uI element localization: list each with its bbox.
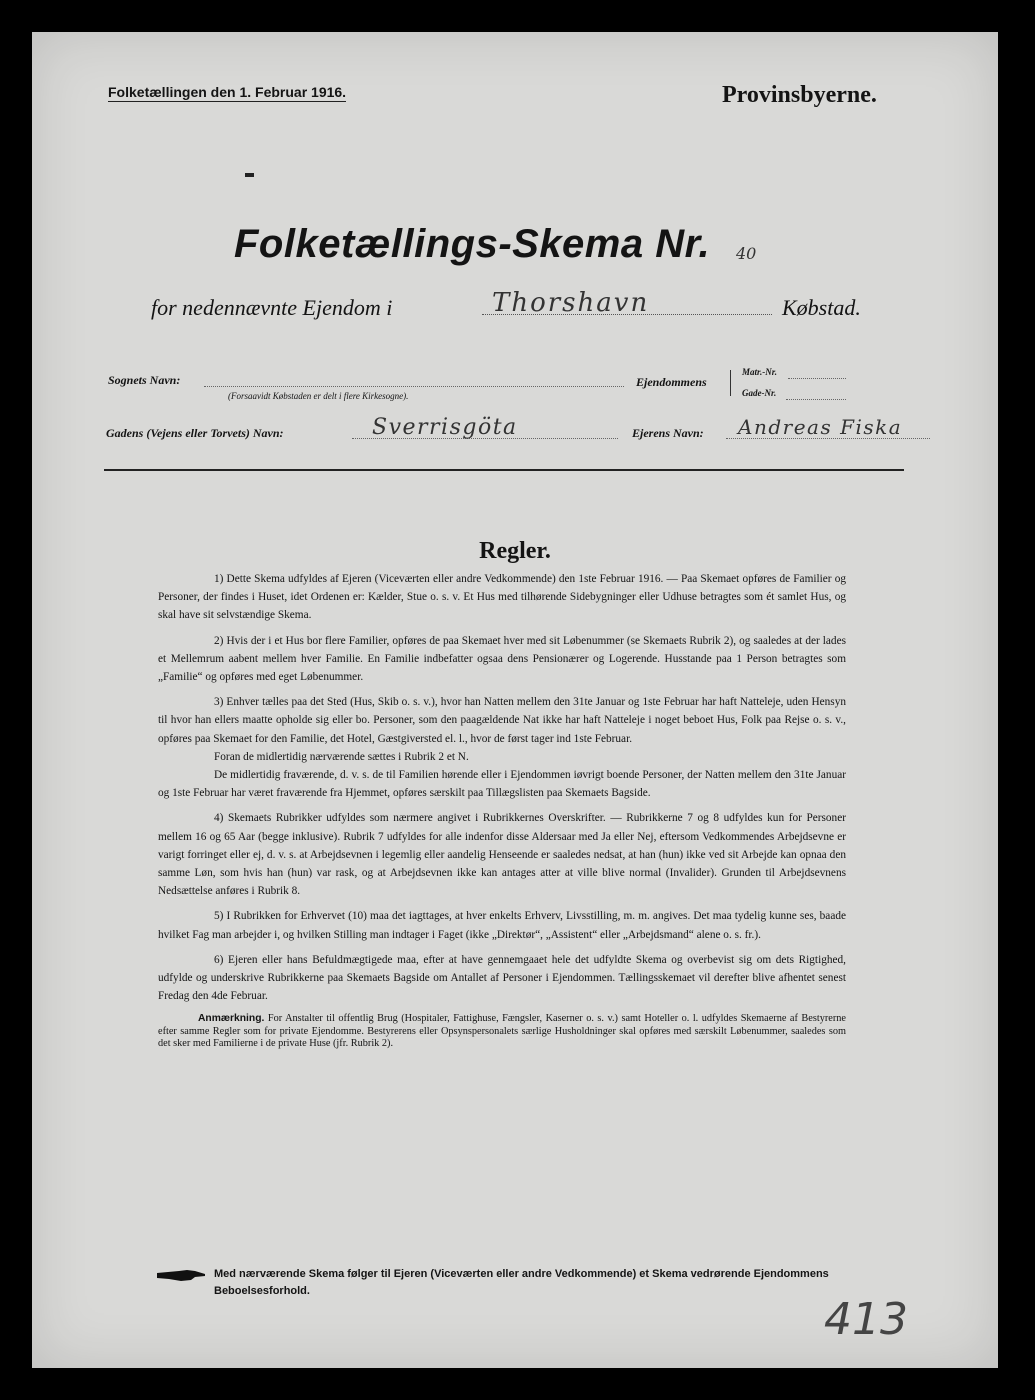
rule-paragraph-3c: De midlertidig fraværende, d. v. s. de til Familien hørende eller i Ejendommen iøvrigt boende Personer, der Natten mellem den 31te Januar og 1ste Februar har været fraværende fra Hjemmet, opføres særskilt paa Tillægslisten paa Skemaets Bagside. [158, 769, 846, 800]
brace-mark [730, 370, 732, 396]
rule-paragraph-6: 6) Ejeren eller hans Befuldmægtigede maa, efter at have gennemgaaet hele det udfyldte Skema og overbevist sig om dets Rigtighed, udfylde og underskrive Rubrikkerne paa Skemaets Bagside om Antallet af Personer i Ejendommen. Tællingsskemaet vil derefter blive afhentet senest Fredag den 4de Februar. [158, 953, 846, 1003]
ejendom-line-prefix: for nedennævnte Ejendom i [151, 295, 393, 320]
section-divider [104, 469, 904, 471]
census-date-header: Folketællingen den 1. Februar 1916. [108, 84, 347, 100]
footer-text: Med nærværende Skema følger til Ejeren (Viceværten eller andre Vedkommende) et Skema vedrørende Ejendommens Beboelsesforhold. [214, 1268, 829, 1297]
rule-paragraph-4: 4) Skemaets Rubrikker udfyldes som nærmere angivet i Rubrikkernes Overskrifter. — Rubrikkerne 7 og 8 udfyldes kun for Personer mellem 16 og 65 Aar (begge inklusive). Rubrik 7 udfyldes for alle indenfor disse Aldersaar med Ja eller Nej, eftersom Vedkommendes Arbejdsevne er varigt forringet eller ej, d. v. s. at Arbejdsevnen i legemlig eller aandelig Henseende er saaledes nedsat, at han (hun) ikke ved sit Arbejde kan opnaa den samme Løn, som hvis han (hun) var rask, og at Arbejdsevnen ikke kan antages atter at ville blive normal (Invalider). Grunden til Arbejdsevnens Nedsættelse anføres i Rubrik 8. [158, 812, 846, 898]
footer-notice [157, 1266, 847, 1300]
rule-paragraph-3: 3) Enhver tælles paa det Sted (Hus, Skib o. s. v.), hvor han Natten mellem den 31te Januar og 1ste Februar har haft Natteleje, uden Hensyn til hvor han ellers maatte opholde sig eller bo. Personer, som den paagældende Nat ikke har haft Natteleje i noget beboet Hus, Folk paa Rejse o. s. v., opføres paa Skemaet for den Familie, det Hotel, Gæstgiversted el. l., hvor de først tager ind 1ste Februar. [158, 696, 846, 745]
ejerens-navn-label: Ejerens Navn: [632, 426, 704, 440]
form-title: Folketællings-Skema Nr. [234, 222, 711, 266]
anmaerkning-text: For Anstalter til offentlig Brug (Hospitaler, Fattighuse, Fængsler, Kaserner o. s. v.) samt Hoteller o. l. udfyldes Skemaerne af Bestyrerne efter samme Regler som for private Ejendomme. Bestyrerens eller Opsynspersonalets særlige Husholdninger skal opføres med særskilt Løbenummer, saaledes som det sker med Familierne i de private Huse (jfr. Rubrik 2). [158, 1013, 847, 1049]
sognets-navn-note: (Forsaavidt Købstaden er delt i flere Kirkesogne). [228, 391, 409, 401]
rule-paragraph-3b: Foran de midlertidig nærværende sættes i Rubrik 2 et N. [214, 750, 469, 763]
rule-paragraph-2: 2) Hvis der i et Hus bor flere Familier, opføres de paa Skemaet hver med sit Løbenummer (se Skemaets Rubrik 2), og saaledes at der lades et Mellemrum aabent mellem hver Familie. En Familie indbefatter ogsaa dens Pensionærer og Logerende. Husstande paa 1 Person betragtes som „Familie“ og opføres med eget Løbenummer. [158, 634, 846, 684]
anmaerkning-label: Anmærkning. [198, 1013, 265, 1025]
dash-mark [245, 173, 254, 177]
gade-nr-label: Gade-Nr. [742, 388, 777, 398]
gadens-navn-value[interactable]: Sverrisgöta [372, 415, 518, 440]
matr-nr-label: Matr.-Nr. [742, 367, 778, 377]
anmaerkning-note [158, 1013, 846, 1050]
form-number: 40 [736, 244, 757, 263]
kobstad-label: Købstad. [782, 295, 861, 320]
ejerens-navn-value[interactable]: Andreas Fiska [738, 415, 903, 439]
provinsbyerne-header: Provinsbyerne. [722, 82, 877, 108]
gadens-navn-label: Gadens (Vejens eller Torvets) Navn: [106, 426, 284, 440]
regler-body [158, 570, 846, 1057]
pointing-hand-icon [157, 1268, 207, 1282]
census-form-sheet [32, 32, 998, 1368]
rule-paragraph-1: 1) Dette Skema udfyldes af Ejeren (Viceværten eller andre Vedkommende) den 1ste Februar 1916. — Paa Skemaet opføres de Familier og Personer, der findes i Huset, idet Ordenen er: Kælder, Stue o. s. v. Et Hus med tilhørende Sidebygninger eller Udhuse betragtes som ét samlet Hus, og skal have sit selvstændige Skema. [158, 573, 846, 622]
ejendommens-label: Ejendommens [636, 375, 707, 389]
regler-title: Regler. [479, 538, 551, 564]
rule-paragraph-5: 5) I Rubrikken for Erhvervet (10) maa det iagttages, at hver enkelts Erhverv, Livsstilling, m. m. angives. Det maa tydelig kunne ses, baade hvilket Fag man arbejder i, og hvilken Stilling man indtager i Faget (ikke „Direktør“, „Assistent“ eller „Arbejdsmand“ alene o. s. fr.). [158, 910, 846, 941]
sognets-navn-field[interactable] [204, 386, 624, 387]
matr-nr-field[interactable] [788, 378, 846, 379]
gade-nr-field[interactable] [786, 399, 846, 400]
archive-number-stamp: 413 [824, 1294, 908, 1345]
sognets-navn-label: Sognets Navn: [108, 373, 181, 387]
town-value[interactable]: Thorshavn [492, 288, 650, 318]
